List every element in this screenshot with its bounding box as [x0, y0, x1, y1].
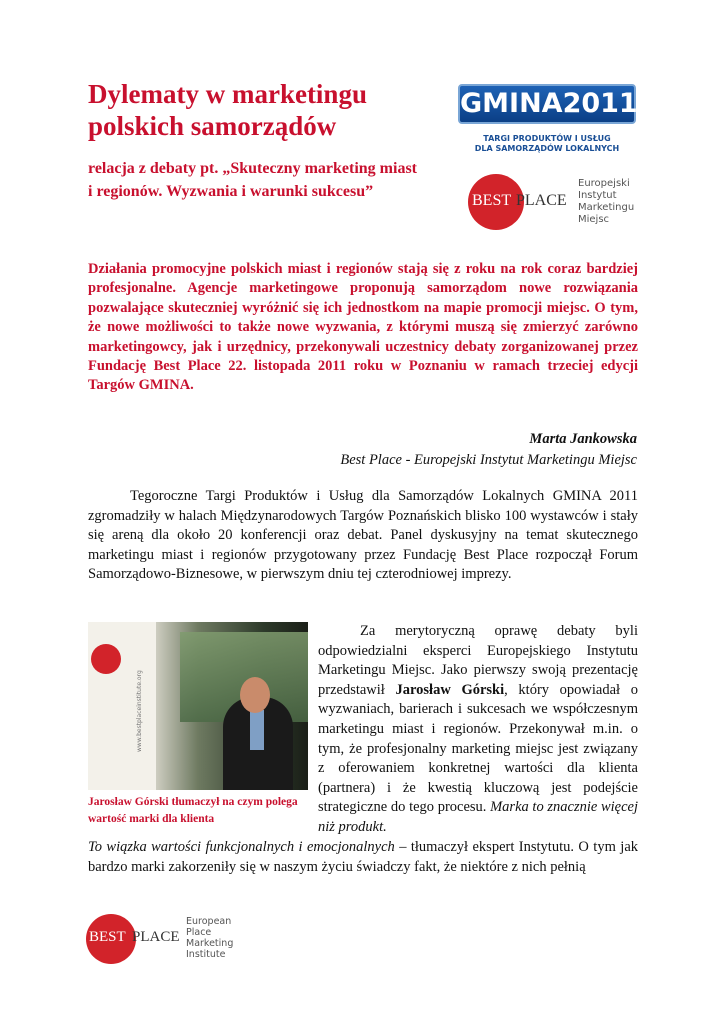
paragraph-3-quote: To wiązka wartości funkcjonalnych i emocjonalnych: [88, 839, 395, 855]
author-name: Marta Jankowska: [529, 431, 637, 447]
best-place-bottom-word-best: BEST: [89, 929, 126, 945]
page-subtitle: relacja z debaty pt. „Skuteczny marketing miast i regionów. Wyzwania i warunki sukcesu”: [88, 160, 417, 200]
best-place-bottom-word-place: PLACE: [132, 929, 180, 945]
gmina-tagline-line1: TARGI PRODUKTÓW I USŁUG: [483, 134, 611, 143]
gmina-logo: [458, 84, 636, 154]
gmina-logo-wordmark: GMINA2011: [458, 84, 636, 124]
paragraph-2-text-b: , który opowiadał o wyzwaniach, barierach i sukcesach we współczesnym marketingu miast i regionów. Przekonywał m.in. o tym, że profesjonalny marketing miejsc jest związany z oferowaniem konkretnej wartości dla klienta (partnera) i że kwestią kluczową jest podejście strategiczne do tego procesu.: [318, 681, 638, 816]
photo-caption: Jarosław Górski tłumaczył na czym polega wartość marki dla klienta: [88, 796, 298, 825]
best-place-logo-bottom: [86, 914, 246, 964]
page-title: Dylematy w marketingu polskich samorządów: [88, 79, 367, 141]
body-paragraph-1: Tegoroczne Targi Produktów i Usług dla Samorządów Lokalnych GMINA 2011 zgromadziły w halach Międzynarodowych Targów Poznańskich blisko 100 wystawców i stały się areną dla około 20 konferencji oraz debat. Panel dyskusyjny na temat skutecznego marketingu miast i regionów przygotowany przez Fundację Best Place rozpoczął Forum Samorządowo-Biznesowe, w pierwszym dniu tej czterodniowej imprezy.: [88, 488, 638, 583]
author-block: [340, 429, 637, 471]
best-place-tag-1: Europejski: [578, 178, 630, 189]
photo-best-place-logo-icon: [91, 644, 121, 674]
body-paragraph-3: [88, 838, 638, 877]
body-paragraph-2: [318, 622, 638, 838]
best-place-bottom-tag-4: Institute: [186, 949, 226, 960]
best-place-tag-3: Marketingu: [578, 202, 635, 213]
best-place-tag-2: Instytut: [578, 190, 617, 201]
gmina-tagline-line2: DLA SAMORZĄDÓW LOKALNYCH: [474, 144, 620, 153]
paragraph-2-text-a: Za merytoryczną oprawę debaty byli odpowiedzialni eksperci Europejskiego Instytutu Marketingu Miejsc. Jako pierwszy swoją prezentację przedstawił: [318, 623, 638, 698]
speaker-photo: [88, 622, 308, 790]
lead-paragraph: Działania promocyjne polskich miast i regionów stają się z roku na rok coraz bardziej profesjonalne. Agencje marketingowe proponują samorządom nowe rozwiązania pozwalające skuteczniej wyróżnić się ich jednostkom na mapie promocji miejsc. O tym, że nowe możliwości to także nowe wyzwania, z którymi muszą się zmierzyć zarówno marketingowcy, jak i urzędnicy, przekonywali uczestnicy debaty zorganizowanej przez Fundację Best Place 22. listopada 2011 roku w Poznaniu w ramach trzeciej edycji Targów GMINA.: [88, 261, 638, 394]
best-place-bottom-tag-3: Marketing: [186, 938, 234, 949]
paragraph-2-quote: Marka to znacznie więcej niż produkt.: [318, 799, 638, 835]
photo-speaker-head: [240, 677, 270, 713]
photo-speaker-shirt: [250, 710, 264, 750]
best-place-tag-4: Miejsc: [578, 214, 610, 225]
author-organization: Best Place - Europejski Instytut Marketingu Miejsc: [340, 452, 637, 468]
gmina-logo-tagline: [458, 134, 636, 154]
best-place-logo-top: [468, 174, 648, 230]
paragraph-3-text: – tłumaczył ekspert Instytutu. O tym jak bardzo marki zakorzeniły się w naszym życiu świadczy fakt, że niektóre z nich pełnią: [88, 839, 639, 875]
photo-banner-url: www.bestplaceinstitute.org: [136, 670, 143, 752]
best-place-word-best: BEST: [472, 192, 512, 209]
best-place-bottom-tag-1: European: [186, 916, 232, 927]
best-place-word-place: PLACE: [516, 192, 567, 209]
speaker-name: Jarosław Górski: [395, 681, 505, 698]
best-place-bottom-tag-2: Place: [186, 927, 212, 938]
